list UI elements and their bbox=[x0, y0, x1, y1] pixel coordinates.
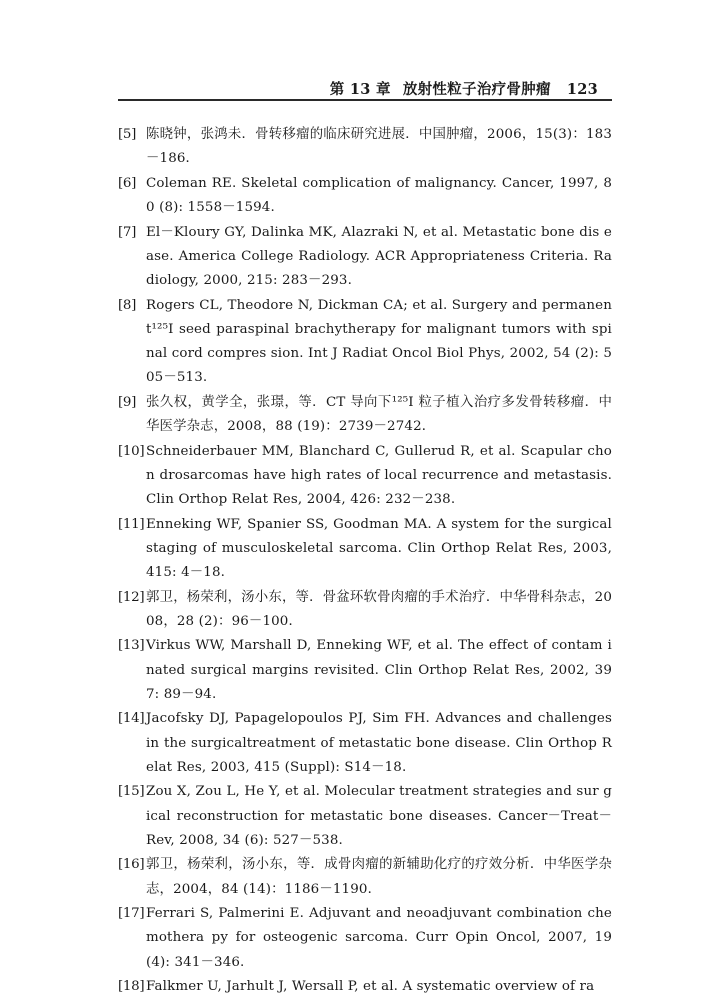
reference-number: [17] bbox=[118, 906, 145, 922]
reference-number: [14] bbox=[118, 711, 145, 727]
reference-text: Zou X, Zou L, He Y, et al. Molecular treatment strategies and sur gical reconstruction for metastatic bone diseases. Cancer－Treat－Rev, 2008, 34 (6): 527－538. bbox=[146, 784, 612, 848]
reference-text: 郭卫，杨荣利，汤小东，等．骨盆环软骨肉瘤的手术治疗．中华骨科杂志，2008，28 (2)：96－100． bbox=[146, 589, 612, 629]
reference-text: Enneking WF, Spanier SS, Goodman MA. A system for the surgical staging of musculoskeletal sarcoma. Clin Orthop Relat Res, 2003, 415: 4－18. bbox=[146, 516, 612, 580]
reference-item bbox=[118, 513, 612, 586]
reference-item bbox=[118, 634, 612, 707]
reference-number: [9] bbox=[118, 394, 137, 410]
reference-item bbox=[118, 586, 612, 634]
reference-number: [7] bbox=[118, 224, 137, 240]
chapter-label: 第 13 章 bbox=[329, 81, 391, 98]
reference-text: 张久权，黄学全，张璟，等．CT 导向下¹²⁵I 粒子植入治疗多发骨转移瘤．中华医学杂志，2008，88 (19)：2739－2742． bbox=[146, 394, 612, 434]
reference-number: [5] bbox=[118, 127, 137, 142]
header-divider bbox=[118, 99, 612, 101]
reference-text: Coleman RE. Skeletal complication of malignancy. Cancer, 1997, 80 (8): 1558－1594. bbox=[146, 175, 612, 215]
reference-number: [11] bbox=[118, 516, 145, 532]
reference-item bbox=[118, 780, 612, 853]
reference-text: Jacofsky DJ, Papagelopoulos PJ, Sim FH. Advances and challenges in the surgicaltreatment of metastatic bone disease. Clin Orthop Relat Res, 2003, 415 (Suppl): S14－18. bbox=[146, 711, 612, 775]
reference-list bbox=[118, 123, 612, 1000]
reference-number: [6] bbox=[118, 175, 137, 191]
reference-text: Rogers CL, Theodore N, Dickman CA; et al. Surgery and permanent¹²⁵I seed paraspinal brachytherapy for malignant tumors with spinal cord compres sion. Int J Radiat Oncol Biol Phys, 2002, 54 (2): 505－513. bbox=[146, 297, 612, 386]
reference-number: [18] bbox=[118, 979, 145, 995]
reference-item bbox=[118, 975, 612, 999]
reference-text: Schneiderbauer MM, Blanchard C, Gullerud R, et al. Scapular chon drosarcomas have high rates of local recurrence and metastasis. Clin Orthop Relat Res, 2004, 426: 232－238. bbox=[146, 443, 612, 507]
reference-item bbox=[118, 294, 612, 391]
reference-number: [16] bbox=[118, 857, 145, 873]
reference-number: [8] bbox=[118, 297, 137, 313]
reference-item bbox=[118, 221, 612, 294]
reference-number: [15] bbox=[118, 784, 145, 800]
reference-item bbox=[118, 707, 612, 780]
reference-item bbox=[118, 853, 612, 901]
reference-item bbox=[118, 123, 612, 171]
reference-text: 郭卫，杨荣利，汤小东，等．成骨肉瘤的新辅助化疗的疗效分析．中华医学杂志，2004，84 (14)：1186－1190． bbox=[146, 857, 612, 897]
chapter-title: 放射性粒子治疗骨肿瘤 bbox=[402, 81, 551, 98]
reference-text: Falkmer U, Jarhult J, Wersall P, et al. A systematic overview of ra bbox=[146, 979, 595, 995]
header-text bbox=[330, 78, 598, 99]
reference-number: [13] bbox=[118, 638, 145, 654]
reference-number: [12] bbox=[118, 589, 145, 605]
reference-item bbox=[118, 172, 612, 220]
reference-text: Ferrari S, Palmerini E. Adjuvant and neoadjuvant combination chemothera py for osteogenic sarcoma. Curr Opin Oncol, 2007, 19 (4): 341－346. bbox=[146, 906, 612, 970]
reference-text: Virkus WW, Marshall D, Enneking WF, et al. The effect of contam inated surgical margins revisited. Clin Orthop Relat Res, 2002, 397: 89－94. bbox=[146, 638, 612, 702]
reference-item bbox=[118, 391, 612, 439]
reference-number: [10] bbox=[118, 443, 145, 459]
reference-text: El－Kloury GY, Dalinka MK, Alazraki N, et al. Metastatic bone dis ease. America College Radiology. ACR Appropriateness Criteria. Ra diology, 2000, 215: 283－293. bbox=[146, 224, 612, 288]
reference-item bbox=[118, 440, 612, 513]
reference-item bbox=[118, 902, 612, 975]
page-number: 123 bbox=[566, 81, 598, 98]
reference-text: 陈晓钟，张鸿未．骨转移瘤的临床研究进展．中国肿瘤，2006，15(3)：183－186． bbox=[146, 127, 612, 167]
